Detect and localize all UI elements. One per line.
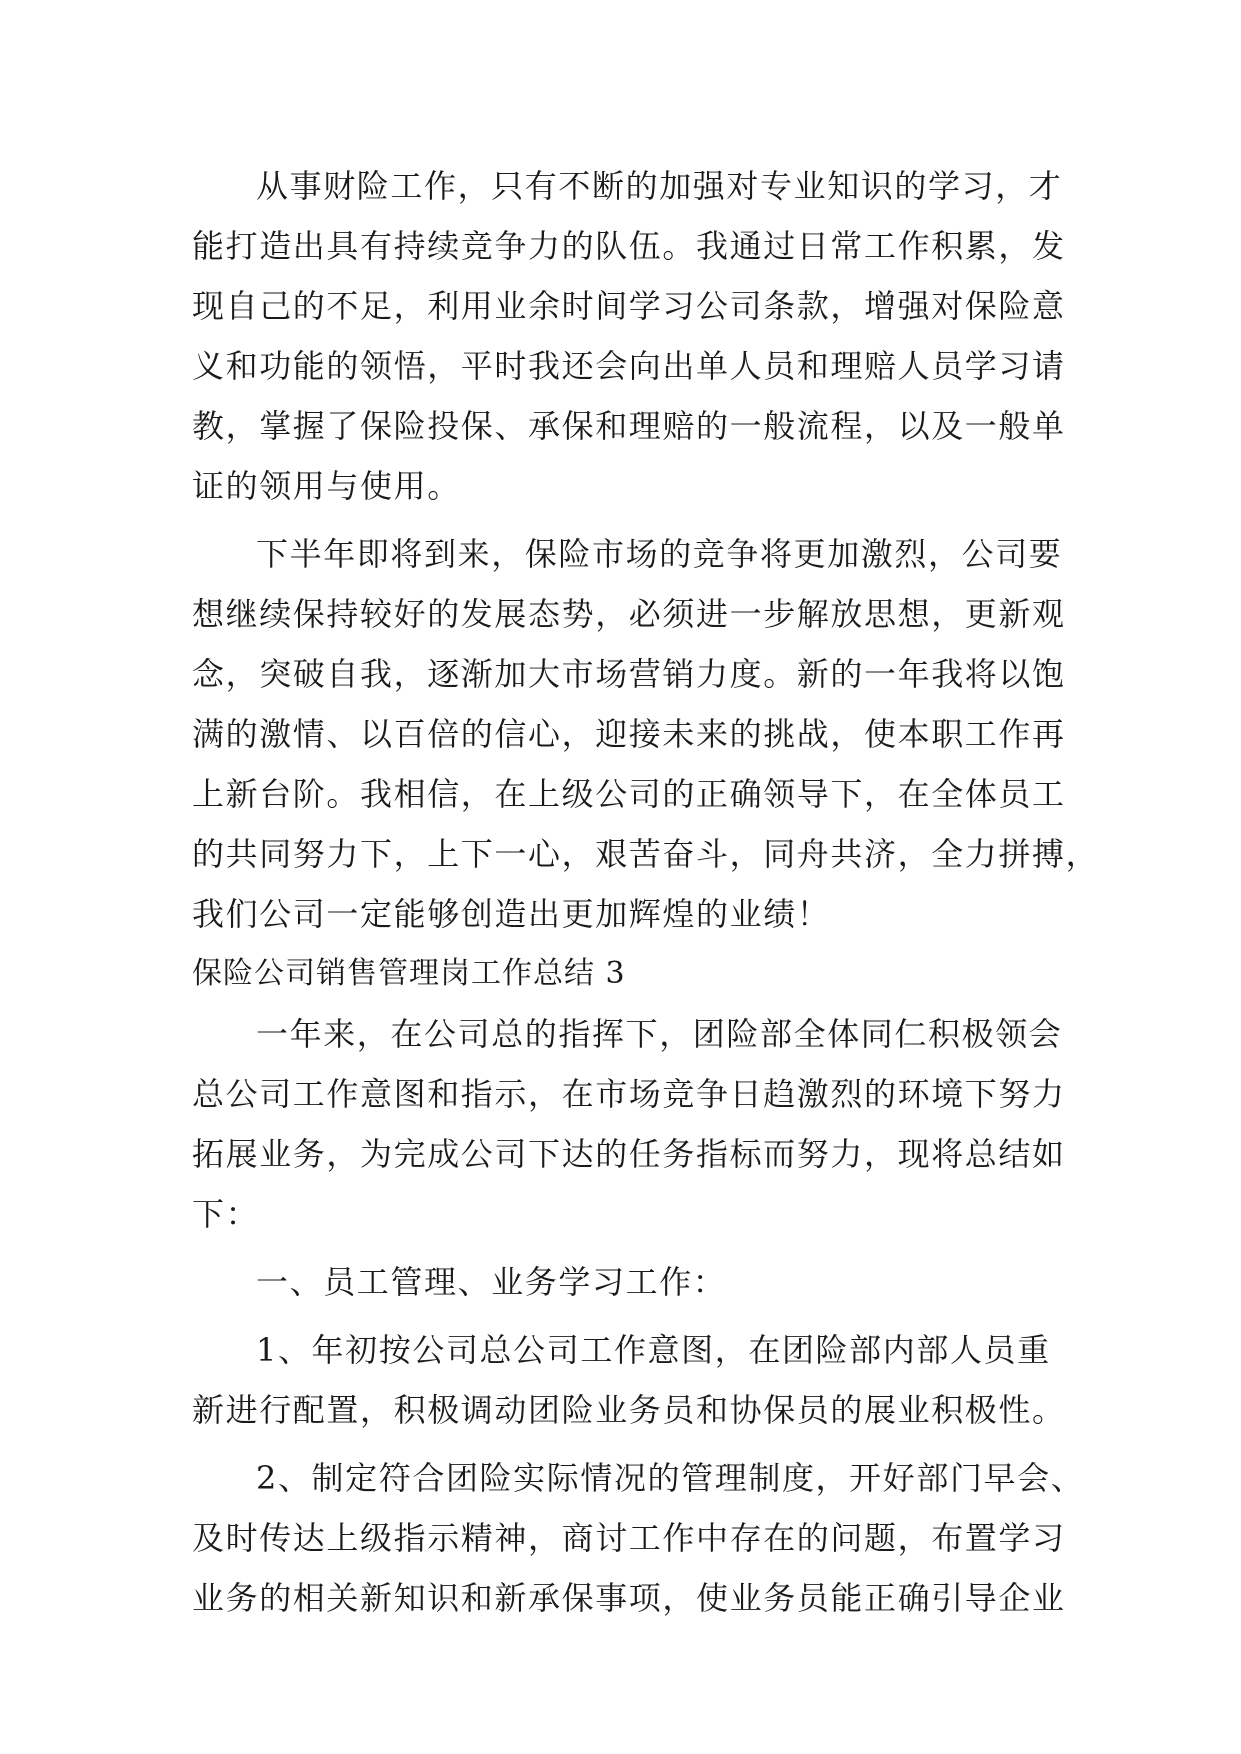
paragraph-study [192, 156, 1072, 516]
text-line: 下半年即将到来，保险市场的竞争将更加激烈，公司要 [256, 535, 1063, 573]
text-line: 1、年初按公司总公司工作意图，在团险部内部人员重 [256, 1331, 1051, 1369]
text-line: 2、制定符合团险实际情况的管理制度，开好部门早会、 [256, 1459, 1085, 1497]
text-line: 上新台阶。我相信，在上级公司的正确领导下，在全体员工 [192, 775, 1066, 813]
text-line: 一年来，在公司总的指挥下，团险部全体同仁积极领会 [256, 1015, 1063, 1053]
text-line: 一、员工管理、业务学习工作： [256, 1263, 727, 1301]
paragraph-subheading [192, 1252, 1072, 1312]
paragraph-gap [192, 1440, 1072, 1448]
paragraph-item-2 [192, 1448, 1085, 1628]
paragraph-intro [192, 1004, 1072, 1244]
document-body [192, 156, 1100, 1628]
section-heading: 保险公司销售管理岗工作总结 3 [192, 956, 626, 991]
text-line: 拓展业务，为完成公司下达的任务指标而努力，现将总结如 [192, 1135, 1066, 1173]
text-line: 能打造出具有持续竞争力的队伍。我通过日常工作积累，发 [192, 227, 1066, 265]
paragraph-outlook [192, 524, 1100, 944]
text-line: 业务的相关新知识和新承保事项，使业务员能正确引导企业 [192, 1579, 1066, 1617]
text-line: 总公司工作意图和指示，在市场竞争日趋激烈的环境下努力 [192, 1075, 1066, 1113]
text-line: 下： [192, 1195, 260, 1233]
text-line: 义和功能的领悟，平时我还会向出单人员和理赔人员学习请 [192, 347, 1066, 385]
text-line: 满的激情、以百倍的信心，迎接未来的挑战，使本职工作再 [192, 715, 1066, 753]
text-line: 新进行配置，积极调动团险业务员和协保员的展业积极性。 [192, 1391, 1066, 1429]
text-line: 教，掌握了保险投保、承保和理赔的一般流程，以及一般单 [192, 407, 1066, 445]
text-line: 从事财险工作，只有不断的加强对专业知识的学习，才 [256, 167, 1063, 205]
text-line: 想继续保持较好的发展态势，必须进一步解放思想，更新观 [192, 595, 1066, 633]
paragraph-item-1 [192, 1320, 1072, 1440]
text-line: 现自己的不足，利用业余时间学习公司条款，增强对保险意 [192, 287, 1066, 325]
paragraph-gap [192, 1244, 1072, 1252]
text-line: 及时传达上级指示精神，商讨工作中存在的问题，布置学习 [192, 1519, 1066, 1557]
text-line: 证的领用与使用。 [192, 467, 461, 505]
paragraph-gap [192, 516, 1072, 524]
text-line: 念，突破自我，逐渐加大市场营销力度。新的一年我将以饱 [192, 655, 1066, 693]
text-line: 我们公司一定能够创造出更加辉煌的业绩！ [192, 895, 831, 933]
paragraph-gap [192, 1312, 1072, 1320]
text-line: 的共同努力下，上下一心，艰苦奋斗，同舟共济，全力拼搏， [192, 835, 1100, 873]
